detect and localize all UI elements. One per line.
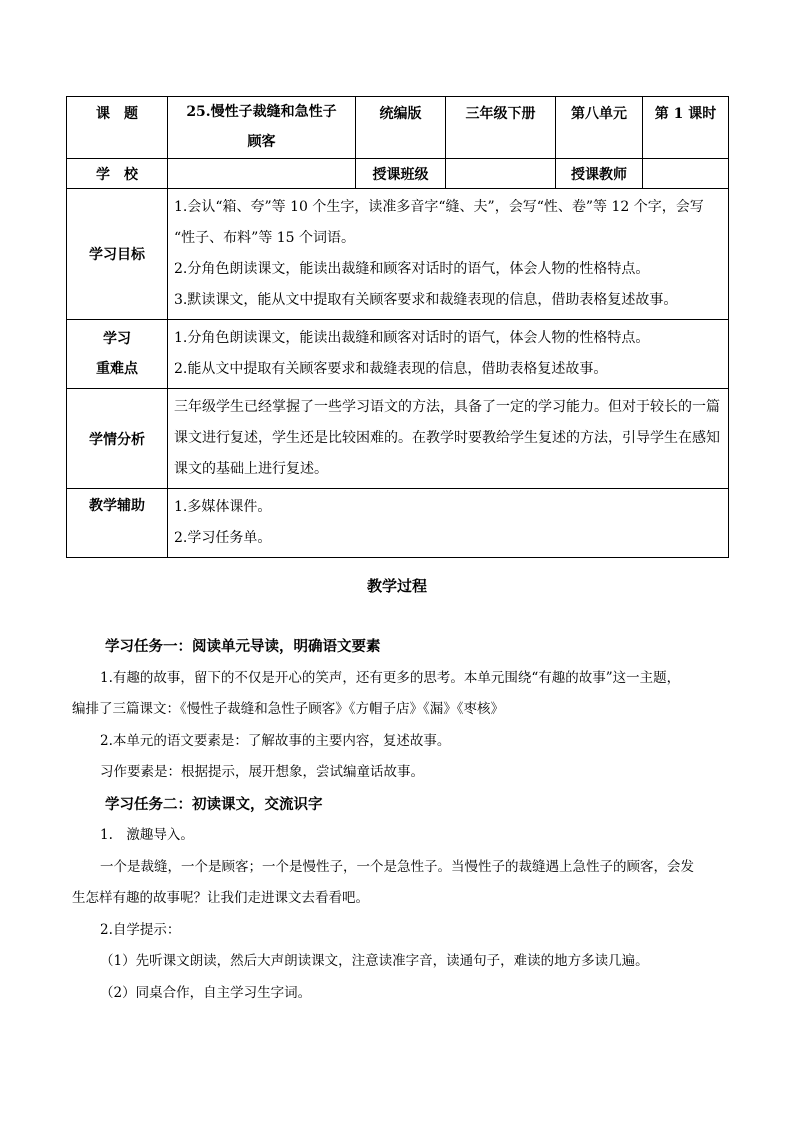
lesson-info-table (66, 96, 729, 558)
paragraph: 1.有趣的故事，留下的不仅是开心的笑声，还有更多的思考。本单元围绕“有趣的故事”这一主题， (100, 669, 681, 686)
paragraph: 2.自学提示： (100, 921, 181, 938)
analysis-label: 学情分析 (67, 389, 168, 489)
key-points-label (67, 320, 168, 389)
key-point-line: 2.能从文中提取有关顾客要求和裁缝表现的信息，借助表格复述故事。 (174, 361, 608, 377)
goal-line: “性子、布料”等 15 个词语。 (174, 230, 356, 246)
school-label: 学 校 (67, 159, 168, 189)
paragraph: 生怎样有趣的故事呢？让我们走进课文去看看吧。 (72, 890, 369, 906)
unit: 第八单元 (556, 97, 643, 159)
aids-label: 教学辅助 (67, 489, 168, 558)
paragraph: （1）先听课文朗读，然后大声朗读课文，注意读准字音，读通句子，难读的地方多读几遍。 (100, 953, 649, 969)
paragraph: （2）同桌合作，自主学习生字词。 (100, 984, 312, 1001)
paragraph: 一个是裁缝，一个是顾客；一个是慢性子，一个是急性子。当慢性子的裁缝遇上急性子的顾客，会发 (100, 858, 694, 875)
grade: 三年级下册 (446, 97, 556, 159)
lesson-title-line1: 25.慢性子裁缝和急性子 (186, 104, 337, 120)
aid-line: 2.学习任务单。 (174, 530, 272, 546)
goals-content (168, 189, 729, 320)
paragraph: 2.本单元的语文要素是：了解故事的主要内容，复述故事。 (100, 732, 451, 749)
goals-label: 学习目标 (67, 189, 168, 320)
teacher-value (643, 159, 729, 189)
class-label: 授课班级 (356, 159, 446, 189)
task-heading: 学习任务二：初读课文，交流识字 (105, 795, 323, 813)
key-point-line: 1.分角色朗读课文，能读出裁缝和顾客对话时的语气，体会人物的性格特点。 (174, 330, 650, 346)
lesson-period: 第 1 课时 (643, 97, 729, 159)
edition: 统编版 (356, 97, 446, 159)
analysis-content (168, 389, 729, 489)
goal-line: 1.会认“箱、夸”等 10 个生字，读准多音字“缝、夫”，会写“性、卷”等 12 个字，会写 (174, 199, 704, 215)
key-points-label-line1: 学习 (103, 331, 131, 347)
analysis-line: 课文的基础上进行复述。 (174, 461, 328, 477)
analysis-line: 课文进行复述，学生还是比较困难的。在教学时要教给学生复述的方法，引导学生在感知 (174, 430, 720, 446)
paragraph: 习作要素是：根据提示，展开想象，尝试编童话故事。 (100, 764, 424, 780)
goal-line: 2.分角色朗读课文，能读出裁缝和顾客对话时的语气，体会人物的性格特点。 (174, 261, 650, 277)
aid-line: 1.多媒体课件。 (174, 499, 272, 515)
task-heading: 学习任务一：阅读单元导读，明确语文要素 (105, 638, 381, 655)
key-points-content (168, 320, 729, 389)
teacher-label: 授课教师 (556, 159, 643, 189)
analysis-line: 三年级学生已经掌握了一些学习语文的方法，具备了一定的学习能力。但对于较长的一篇 (174, 399, 720, 415)
school-value (168, 159, 356, 189)
process-title: 教学过程 (366, 577, 427, 595)
lesson-title (168, 97, 356, 159)
paragraph: 编排了三篇课文：《慢性子裁缝和急性子顾客》《方帽子店》《漏》《枣核》 (72, 701, 504, 717)
paragraph: 1. 激趣导入。 (100, 827, 194, 843)
goal-line: 3.默读课文，能从文中提取有关顾客要求和裁缝表现的信息，借助表格复述故事。 (174, 292, 678, 308)
key-points-label-line2: 重难点 (96, 361, 138, 377)
class-value (446, 159, 556, 189)
process-body (72, 631, 728, 1009)
lesson-title-line2: 顾客 (247, 134, 276, 150)
aids-content (168, 489, 729, 558)
topic-label: 课 题 (67, 97, 168, 159)
